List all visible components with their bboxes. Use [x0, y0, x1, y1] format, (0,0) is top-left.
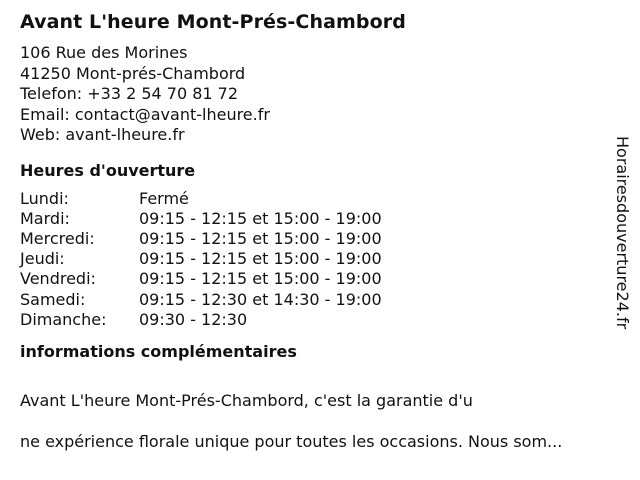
info-line-2: ne expérience florale unique pour toutes les occasions. Nous som... — [20, 432, 563, 452]
hours-row-lundi — [20, 189, 610, 209]
info-description — [20, 371, 610, 474]
hours-row-samedi — [20, 290, 610, 310]
time-value: 09:15 - 12:15 et 15:00 - 19:00 — [139, 228, 382, 248]
day-label: Vendredi: — [20, 269, 96, 289]
time-value: 09:15 - 12:15 et 15:00 - 19:00 — [139, 208, 382, 228]
day-label: Dimanche: — [20, 309, 107, 329]
day-label: Mercredi: — [20, 228, 95, 248]
day-label: Lundi: — [20, 188, 69, 208]
hours-row-vendredi — [20, 269, 610, 289]
time-value: 09:15 - 12:15 et 15:00 - 19:00 — [139, 249, 382, 269]
street-address: 106 Rue des Morines — [20, 43, 188, 62]
info-heading: informations complémentaires — [20, 341, 297, 361]
day-label: Samedi: — [20, 289, 86, 309]
business-card — [20, 10, 610, 473]
time-value: 09:15 - 12:30 et 14:30 - 19:00 — [139, 289, 382, 309]
time-value: 09:15 - 12:15 et 15:00 - 19:00 — [139, 269, 382, 289]
contact-block — [20, 43, 610, 146]
hours-row-mercredi — [20, 229, 610, 249]
info-line-1: Avant L'heure Mont-Prés-Chambord, c'est la garantie d'u — [20, 391, 473, 411]
opening-hours-table — [20, 189, 610, 330]
site-watermark: Horairesdouverture24.fr — [613, 136, 632, 330]
email-address[interactable]: Email: contact@avant-lheure.fr — [20, 104, 270, 124]
day-label: Jeudi: — [20, 249, 65, 269]
time-value: Fermé — [139, 188, 189, 208]
website-link[interactable]: Web: avant-lheure.fr — [20, 125, 185, 144]
day-label: Mardi: — [20, 208, 70, 228]
time-value: 09:30 - 12:30 — [139, 309, 248, 329]
hours-row-mardi — [20, 209, 610, 229]
city-address: 41250 Mont-prés-Chambord — [20, 63, 246, 83]
hours-row-jeudi — [20, 249, 610, 269]
hours-heading: Heures d'ouverture — [20, 160, 196, 180]
hours-row-dimanche — [20, 310, 610, 330]
phone-number[interactable]: Telefon: +33 2 54 70 81 72 — [20, 84, 239, 103]
business-name: Avant L'heure Mont-Prés-Chambord — [20, 11, 406, 33]
